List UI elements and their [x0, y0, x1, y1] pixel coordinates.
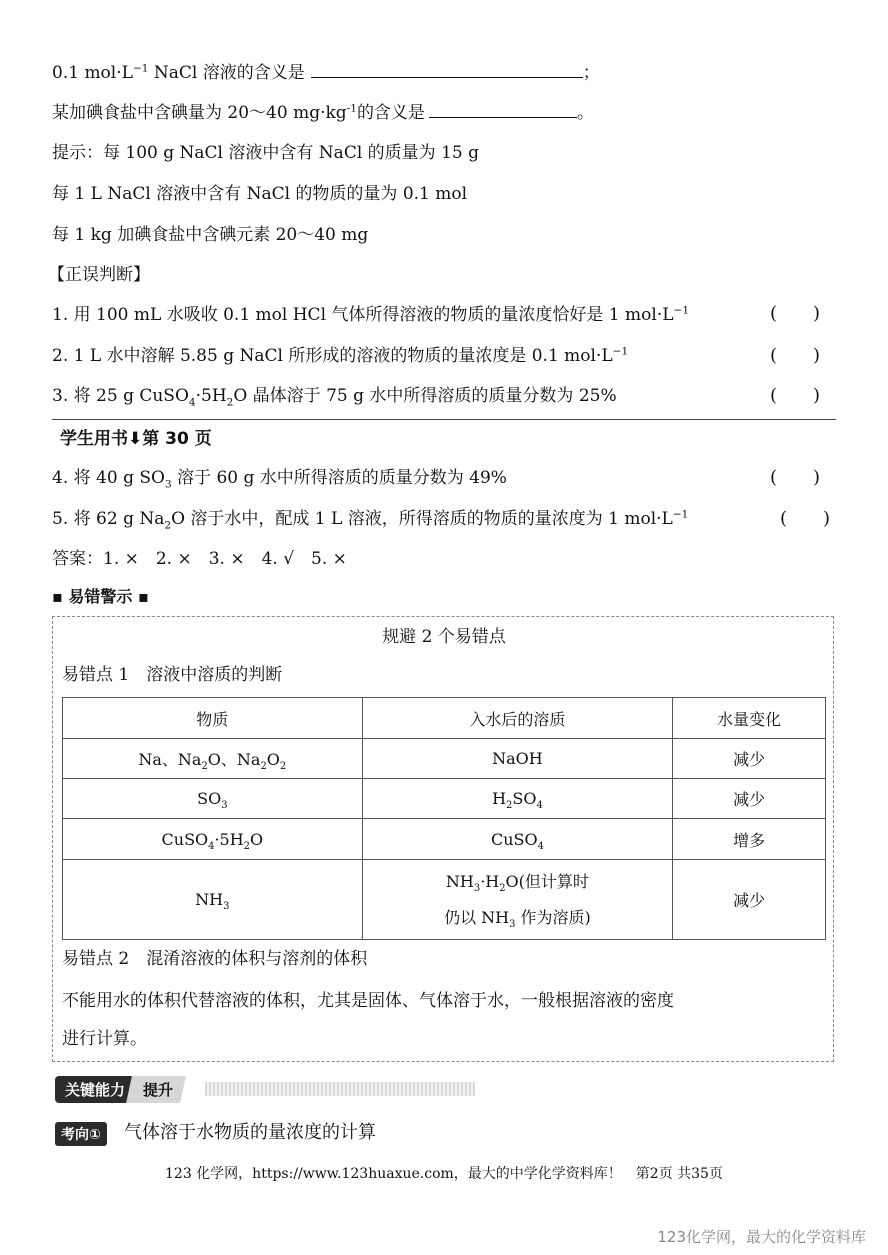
cell-solute [362, 860, 673, 940]
nacl-meaning-question [52, 58, 600, 83]
key-ability-banner [55, 1076, 183, 1102]
solute-table [62, 697, 826, 940]
watermark: 123化学网，最大的化学资料库 [657, 1228, 866, 1246]
text-run: O 晶体溶于 75 g 水中所得溶质的质量分数为 25% [233, 386, 617, 406]
table-row [63, 739, 826, 779]
judge-paren: ( ) [780, 508, 831, 529]
text-run: ·H [480, 871, 500, 891]
text-run: SO [197, 789, 222, 808]
table-row [63, 779, 826, 819]
divider [52, 419, 836, 420]
superscript: −1 [612, 345, 629, 358]
banner-fade-decoration [205, 1082, 475, 1096]
text-run: 2. 1 L 水中溶解 5.85 g NaCl 所形成的溶液的物质的量浓度是 0.1 mol·L [52, 346, 613, 366]
subscript: 2 [499, 882, 506, 894]
text-run: 3. 将 25 g CuSO [52, 386, 189, 406]
solute-line [492, 789, 543, 812]
text-run: 溶于 60 g 水中所得溶质的质量分数为 49% [171, 468, 507, 488]
topic-title: 气体溶于水物质的量浓度的计算 [124, 1122, 376, 1143]
cell-solute [362, 779, 673, 819]
cell-substance [63, 739, 363, 779]
banner-dark-label: 关键能力 [55, 1076, 135, 1103]
text-run: Na、Na [138, 750, 202, 769]
error-point-2-text-1: 不能用水的体积代替溶液的体积，尤其是固体、气体溶于水，一般根据溶液的密度 [62, 991, 674, 1011]
error-point-1: 易错点 1 溶液中溶质的判断 [62, 665, 283, 685]
solute-line [490, 829, 544, 852]
cell-water-change: 减少 [673, 779, 826, 819]
text-run: 仍以 NH [444, 907, 510, 927]
iodine-meaning-label [52, 103, 425, 123]
text-run: NH [445, 871, 474, 891]
solute-line [492, 749, 543, 768]
text-run: O、Na [207, 750, 261, 769]
warning-title: ▪ 易错警示 ▪ [52, 587, 149, 606]
hint-line-2: 每 1 L NaCl 溶液中含有 NaCl 的物质的量为 0.1 mol [52, 184, 468, 204]
answer-blank [311, 60, 583, 78]
iodine-meaning-question [52, 98, 594, 123]
judge-paren: ( ) [770, 303, 821, 324]
table-row [63, 860, 826, 940]
subscript: 3 [221, 800, 228, 812]
text-run: H [492, 789, 507, 808]
header-solute: 入水后的溶质 [362, 698, 673, 739]
subscript: 2 [226, 396, 234, 409]
text-run: 作为溶质) [515, 907, 591, 927]
subscript: 3 [509, 918, 516, 930]
text-run: 5. 将 62 g Na [52, 509, 165, 529]
judge-title: 【正误判断】 [48, 265, 150, 285]
banner-light-label: 提升 [143, 1081, 174, 1099]
cell-solute [362, 819, 673, 860]
superscript: -1 [346, 102, 357, 115]
hint-line-1: 提示：每 100 g NaCl 溶液中含有 NaCl 的质量为 15 g [52, 143, 479, 163]
nacl-meaning-label [52, 63, 305, 83]
subscript: 2 [201, 761, 208, 773]
cell-substance [63, 860, 363, 940]
text-run: NaOH [492, 749, 543, 768]
book-reference: 学生用书⬇第 30 页 [60, 429, 212, 449]
text-run: NaCl 溶液的含义是 [148, 63, 305, 83]
semicolon: ； [582, 63, 600, 83]
subscript: 2 [243, 840, 250, 852]
judge-item-3 [52, 381, 617, 409]
solute-line [445, 871, 589, 894]
judge-item-4 [52, 463, 507, 491]
judge-paren: ( ) [770, 385, 821, 406]
superscript: −1 [673, 304, 690, 317]
error-point-2: 易错点 2 混淆溶液的体积与溶剂的体积 [62, 949, 368, 969]
cell-water-change: 减少 [673, 739, 826, 779]
text-run: ·5H [195, 386, 227, 406]
text-run: CuSO [490, 829, 538, 849]
solute-line [444, 907, 591, 930]
page-footer: 123 化学网，https://www.123huaxue.com，最大的中学化学资料库！ 第2页 共35页 [165, 1166, 723, 1182]
text-run: 4. 将 40 g SO [52, 468, 165, 488]
header-substance: 物质 [63, 698, 363, 739]
subscript: 3 [223, 901, 230, 913]
hint-line-3: 每 1 kg 加碘食盐中含碘元素 20～40 mg [52, 225, 369, 245]
cell-solute [362, 739, 673, 779]
subscript: 4 [188, 396, 196, 409]
subscript: 3 [473, 882, 481, 894]
text-run: 1. 用 100 mL 水吸收 0.1 mol HCl 气体所得溶液的物质的量浓度恰好是 1 mol·L [52, 305, 674, 325]
subscript: 4 [208, 840, 215, 852]
subscript: 4 [537, 840, 544, 852]
superscript: −1 [672, 508, 689, 521]
cell-water-change: 减少 [673, 860, 826, 940]
banner-light-box [126, 1076, 186, 1103]
period: 。 [576, 103, 594, 123]
subscript: 2 [506, 800, 513, 812]
cell-water-change: 增多 [673, 819, 826, 860]
judge-paren: ( ) [770, 467, 821, 488]
cell-substance [63, 819, 363, 860]
warning-box-title: 规避 2 个易错点 [382, 627, 506, 647]
subscript: 2 [279, 761, 287, 773]
subscript: 2 [164, 519, 172, 532]
judge-item-5 [52, 504, 689, 532]
table-header-row [63, 698, 826, 739]
answer-line: 答案：1. × 2. × 3. × 4. √ 5. × [52, 549, 347, 569]
subscript: 4 [536, 800, 543, 812]
text-run: ·5H [214, 829, 244, 849]
text-run: O(但计算时 [505, 871, 589, 891]
header-water-change: 水量变化 [673, 698, 826, 739]
text-run: NH [195, 890, 224, 909]
judge-item-1 [52, 300, 689, 325]
subscript: 2 [260, 761, 267, 773]
text-run: O [249, 829, 264, 849]
superscript: −1 [132, 62, 149, 75]
judge-item-2 [52, 341, 628, 366]
answer-blank [429, 100, 577, 118]
judge-paren: ( ) [770, 345, 821, 366]
cell-substance [63, 779, 363, 819]
text-run: O 溶于水中，配成 1 L 溶液，所得溶质的物质的量浓度为 1 mol·L [171, 509, 673, 529]
error-point-2-text-2: 进行计算。 [62, 1029, 147, 1049]
text-run: SO [512, 789, 537, 808]
text-run: 的含义是 [356, 103, 425, 123]
text-run: 某加碘食盐中含碘量为 20～40 mg·kg [52, 103, 347, 123]
text-run: 0.1 mol·L [52, 63, 133, 83]
text-run: O [266, 750, 280, 769]
text-run: CuSO [161, 829, 209, 849]
table-row [63, 819, 826, 860]
topic-tag: 考向① [55, 1122, 107, 1146]
subscript: 3 [164, 478, 172, 491]
